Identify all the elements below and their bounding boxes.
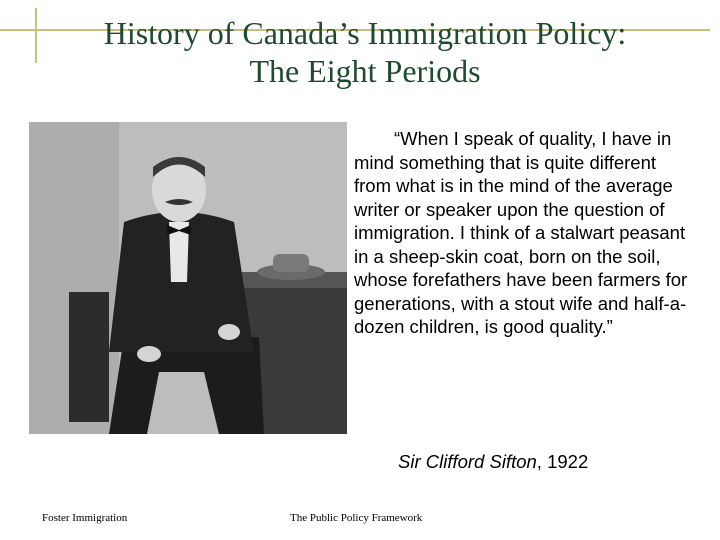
footer-left: Foster Immigration <box>42 512 128 524</box>
quote-text: “When I speak of quality, I have in mind something that is quite different from what is in the mind of the average writer or speaker upon the question of immigration. I think of a stalwart peasant in a sheep-skin coat, born on the soil, whose forefathers have been farmers for generations, with a stout wife and half-a-dozen children, is good quality.” <box>354 128 688 337</box>
portrait-photo <box>29 122 347 434</box>
slide-title-line-2: The Eight Periods <box>249 53 481 89</box>
attribution-year: , 1922 <box>536 451 589 472</box>
slide-title <box>40 14 690 90</box>
quote-attribution <box>398 450 698 473</box>
quote-text-block <box>354 127 694 339</box>
slide-title-line-1: History of Canada’s Immigration Policy: <box>103 15 627 51</box>
header-rule-vertical <box>35 8 37 63</box>
footer-center: The Public Policy Framework <box>290 512 423 524</box>
attribution-name: Sir Clifford Sifton <box>398 451 537 472</box>
